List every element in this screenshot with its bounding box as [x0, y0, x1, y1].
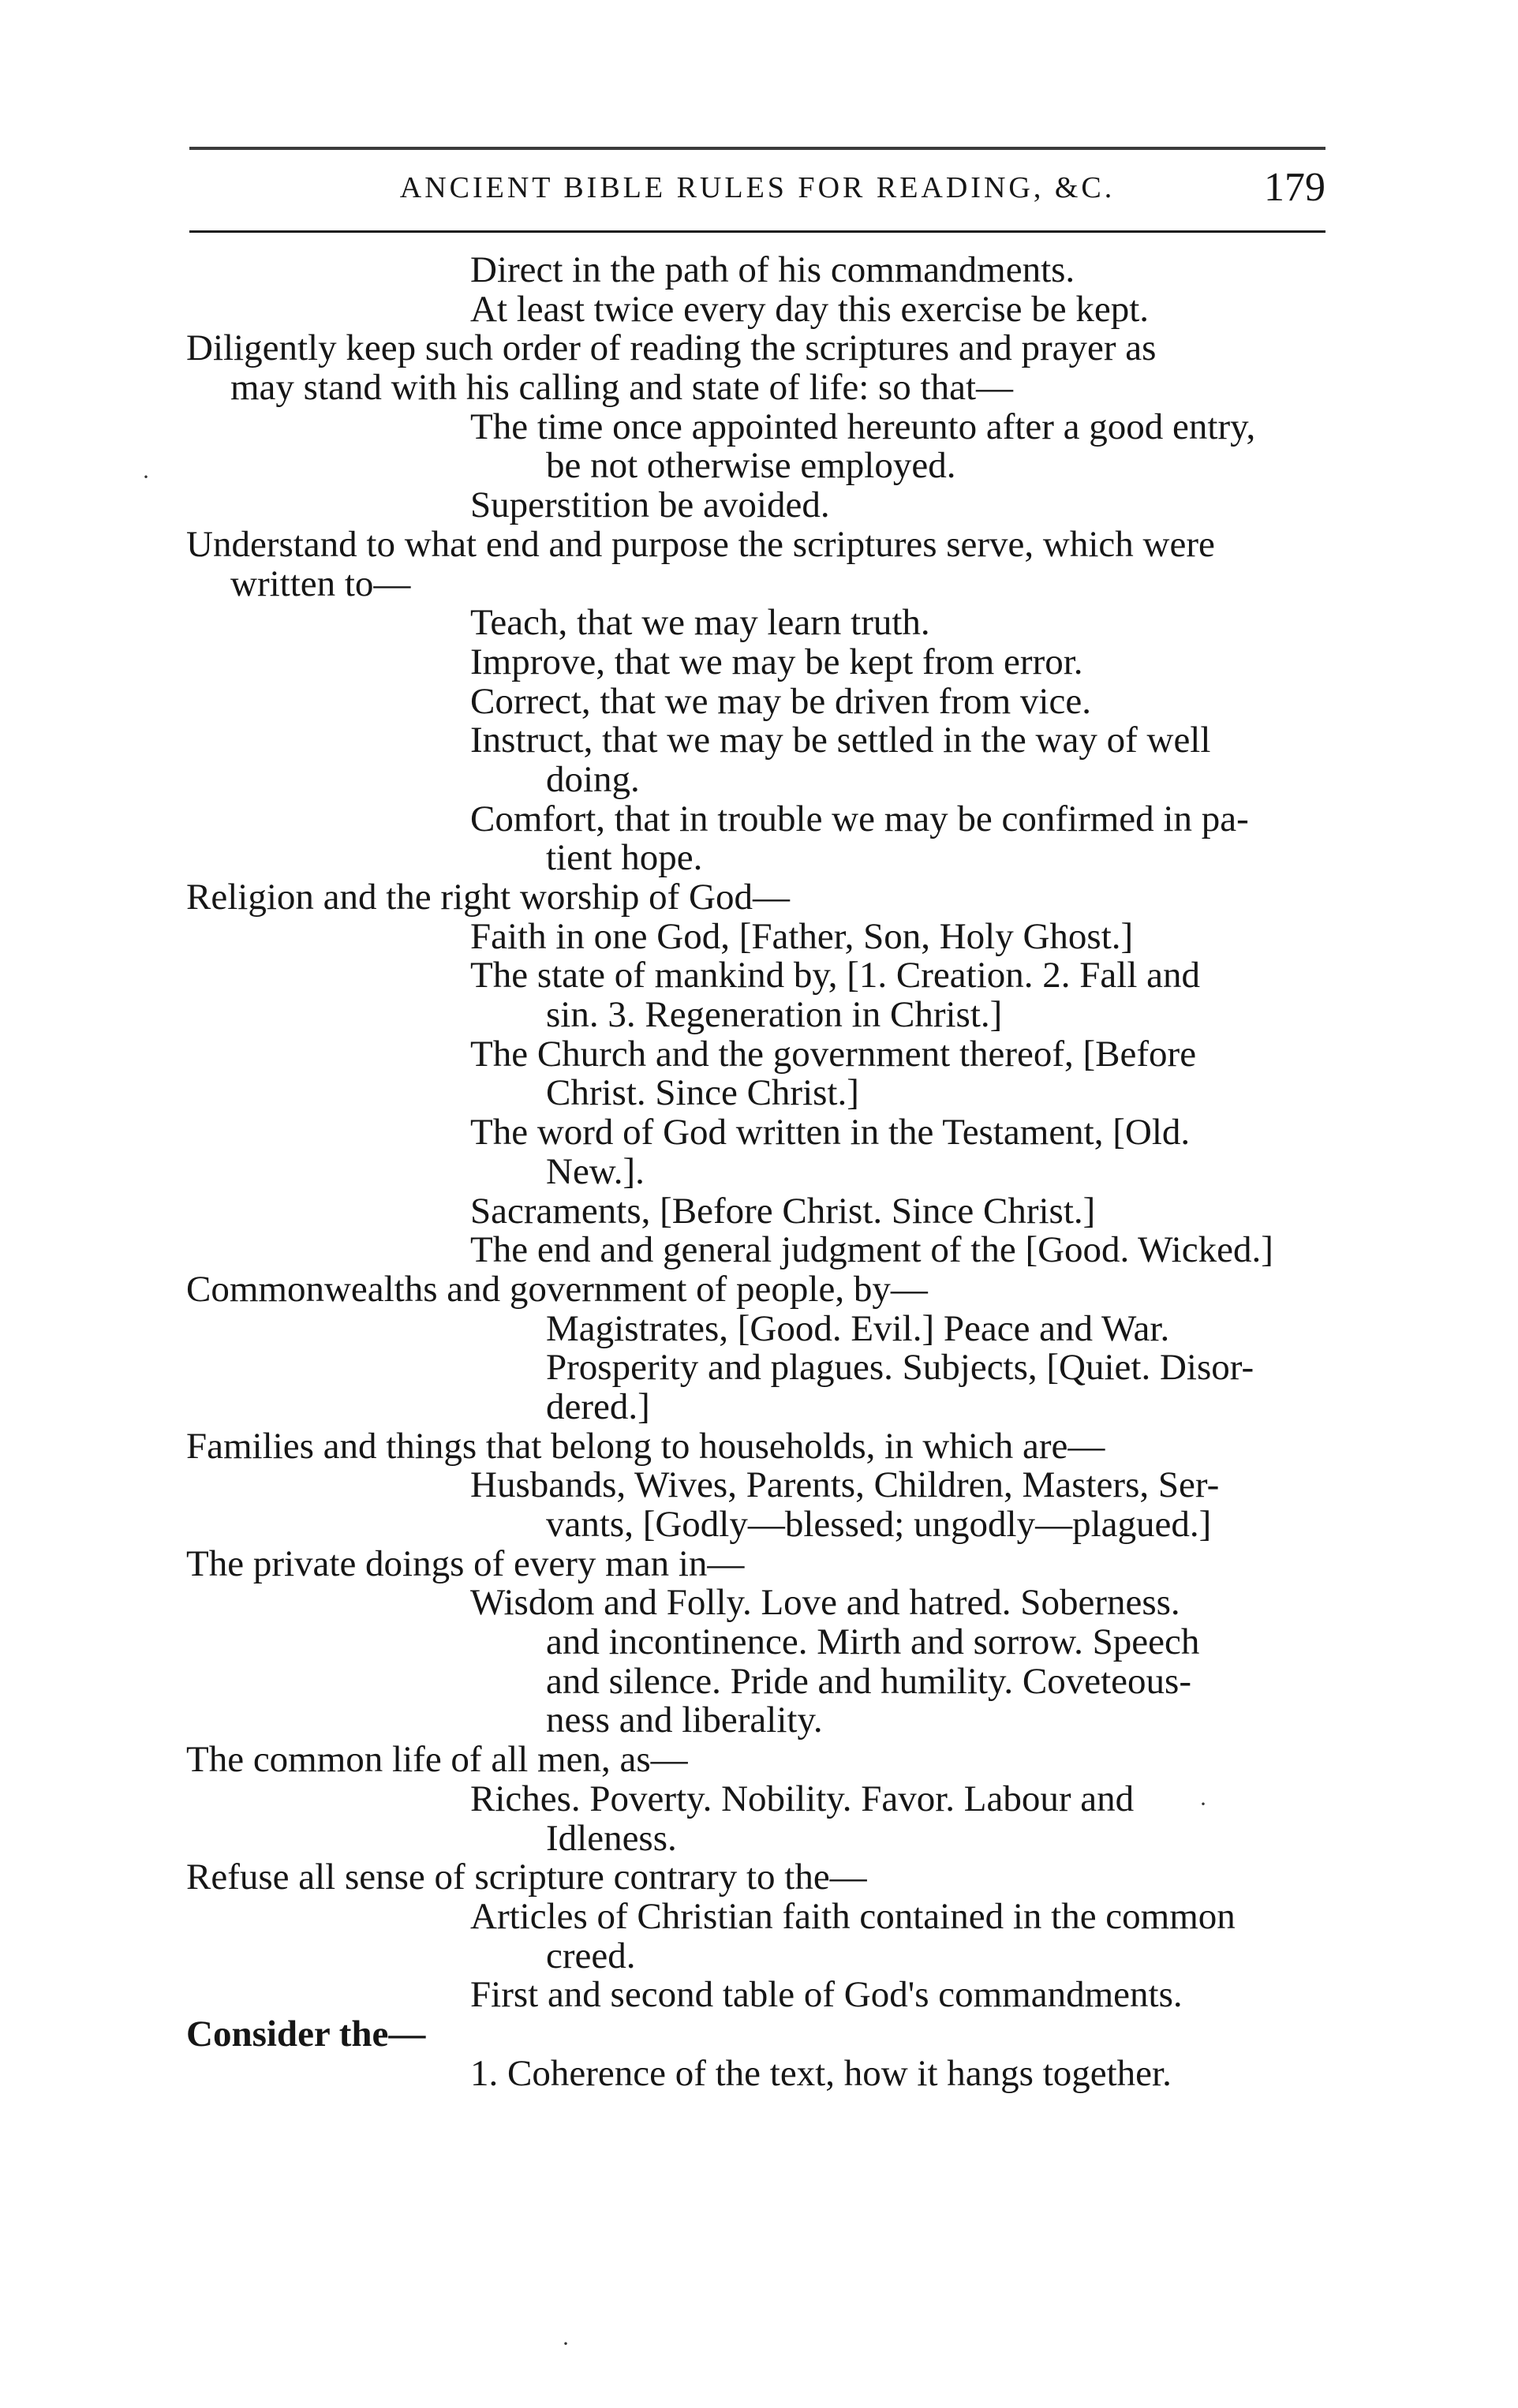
text-line: Teach, that we may learn truth. [470, 602, 930, 644]
text-line: The word of God written in the Testament, [Old. [470, 1112, 1191, 1154]
text-line: be not otherwise employed. [546, 445, 956, 487]
text-line: Faith in one God, [Father, Son, Holy Ghost.] [470, 915, 1134, 957]
text-line: Direct in the path of his commandments. [470, 249, 1075, 290]
text-line: The state of mankind by, [1. Creation. 2. Fall and [470, 955, 1200, 996]
text-line: First and second table of God's commandments. [470, 1974, 1183, 2016]
text-line: Wisdom and Folly. Love and hatred. Soberness. [470, 1582, 1180, 1624]
section-heading-line: The private doings of every man in— [186, 1542, 745, 1584]
text-line: Superstition be avoided. [470, 484, 830, 526]
text-line: sin. 3. Regeneration in Christ.] [546, 994, 1003, 1036]
header-bottom-rule [189, 230, 1325, 233]
text-line: Idleness. [546, 1817, 677, 1859]
section-heading-line: Diligently keep such order of reading the scriptures and prayer as [186, 327, 1157, 369]
text-line: The Church and the government thereof, [Before [470, 1033, 1197, 1075]
text-line: Sacraments, [Before Christ. Since Christ.] [470, 1190, 1096, 1232]
text-line: doing. [546, 758, 640, 800]
text-line: At least twice every day this exercise be kept. [470, 288, 1150, 330]
text-line: Comfort, that in trouble we may be confirmed in pa- [470, 798, 1249, 839]
text-line: Christ. Since Christ.] [546, 1072, 859, 1114]
section-heading-line: Consider the— [186, 2013, 426, 2055]
text-line: and incontinence. Mirth and sorrow. Speech [546, 1621, 1200, 1663]
text-line: Instruct, that we may be settled in the way of well [470, 720, 1211, 761]
section-heading-line: The common life of all men, as— [186, 1739, 688, 1781]
text-line: Correct, that we may be driven from vice. [470, 680, 1091, 722]
running-head: ANCIENT BIBLE RULES FOR READING, &C. [399, 171, 1116, 204]
text-line: Husbands, Wives, Parents, Children, Masters, Ser- [470, 1464, 1220, 1506]
text-line: Articles of Christian faith contained in the common [470, 1895, 1236, 1937]
text-line: New.]. [546, 1150, 645, 1192]
text-line: tient hope. [546, 837, 703, 879]
page-body-text [186, 251, 1329, 2093]
text-line: Prosperity and plagues. Subjects, [Quiet. Disor- [546, 1347, 1254, 1389]
text-line: dered.] [546, 1385, 650, 1427]
text-line: ness and liberality. [546, 1699, 823, 1741]
section-heading-line: Commonwealths and government of people, by— [186, 1268, 928, 1310]
header-top-rule [189, 147, 1325, 150]
text-line: The time once appointed hereunto after a good entry, [470, 406, 1256, 447]
section-heading-line: Refuse all sense of scripture contrary to the— [186, 1856, 867, 1898]
section-heading-line: Families and things that belong to households, in which are— [186, 1425, 1105, 1467]
margin-speck: · [562, 2331, 570, 2357]
page-header [189, 164, 1325, 211]
margin-speck: · [142, 464, 150, 490]
text-line: The end and general judgment of the [Good. Wicked.] [470, 1229, 1273, 1271]
margin-speck: · [1199, 1791, 1207, 1817]
text-line: creed. [546, 1935, 636, 1976]
section-heading-line: Religion and the right worship of God— [186, 877, 790, 918]
page-number: 179 [1264, 165, 1325, 210]
text-line: Improve, that we may be kept from error. [470, 641, 1083, 682]
text-line: Riches. Poverty. Nobility. Favor. Labour and [470, 1778, 1135, 1819]
section-heading-line: Understand to what end and purpose the scriptures serve, which were [186, 523, 1215, 565]
text-line: written to— [230, 563, 411, 604]
text-line: 1. Coherence of the text, how it hangs together. [470, 2052, 1172, 2094]
text-line: vants, [Godly—blessed; ungodly—plagued.] [546, 1504, 1212, 1545]
text-line: Magistrates, [Good. Evil.] Peace and War. [546, 1307, 1170, 1349]
text-line: and silence. Pride and humility. Coveteous- [546, 1660, 1191, 1702]
text-line: may stand with his calling and state of life: so that— [230, 367, 1014, 409]
